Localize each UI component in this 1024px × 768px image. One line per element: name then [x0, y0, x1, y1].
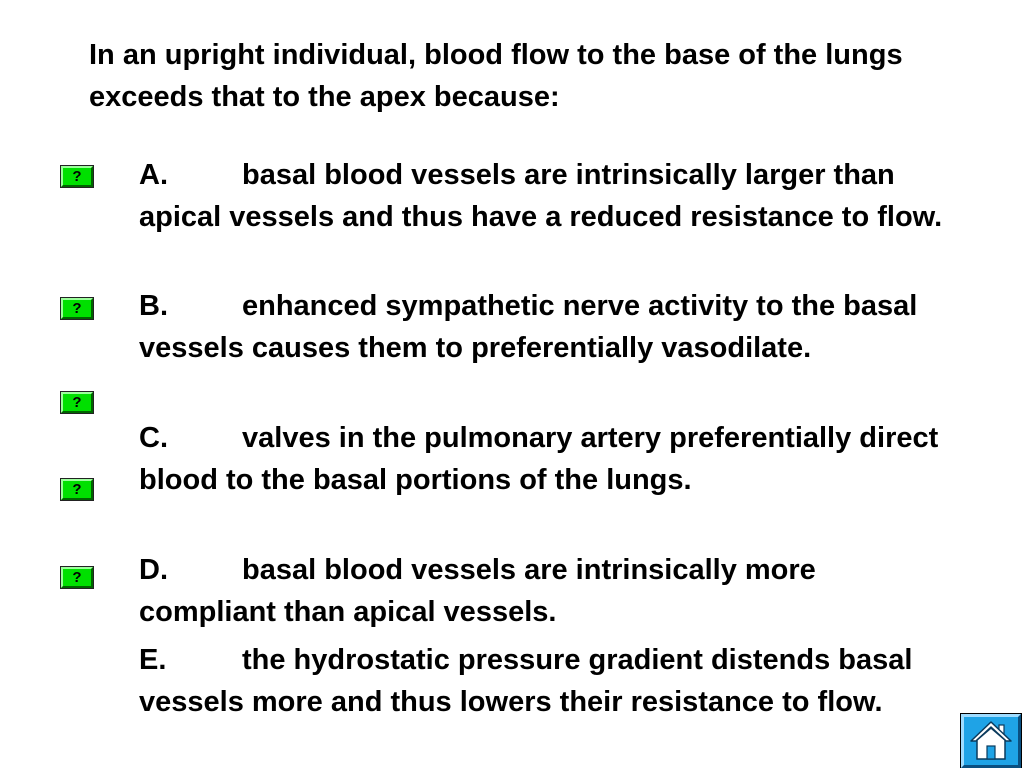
- home-icon: [964, 717, 1018, 765]
- question-mark-icon: ?: [72, 300, 82, 317]
- option-text: basal blood vessels are intrinsically larger than apical vessels and thus have a reduced resistance to flow.: [139, 159, 943, 233]
- option-b: [139, 285, 959, 369]
- question-mark-icon: ?: [72, 481, 82, 498]
- option-text: basal blood vessels are intrinsically more compliant than apical vessels.: [139, 554, 816, 628]
- answer-button-c[interactable]: [61, 392, 93, 413]
- answer-button-b[interactable]: [61, 298, 93, 319]
- option-letter: B.: [139, 290, 168, 322]
- option-text: valves in the pulmonary artery preferentially direct blood to the basal portions of the lungs.: [139, 422, 939, 496]
- option-letter: A.: [139, 159, 168, 191]
- question-mark-icon: ?: [72, 168, 82, 185]
- answer-button-a[interactable]: [61, 166, 93, 187]
- option-e: [139, 639, 959, 723]
- answer-button-e[interactable]: [61, 567, 93, 588]
- home-button[interactable]: [961, 714, 1021, 768]
- option-text: enhanced sympathetic nerve activity to the basal vessels causes them to preferentially vasodilate.: [139, 290, 918, 364]
- question-text: In an upright individual, blood flow to the base of the lungs exceeds that to the apex because:: [89, 39, 903, 113]
- question-mark-icon: ?: [72, 569, 82, 586]
- option-text: the hydrostatic pressure gradient distends basal vessels more and thus lowers their resistance to flow.: [139, 644, 913, 718]
- option-letter: C.: [139, 422, 168, 454]
- option-d: [139, 549, 959, 633]
- question-mark-icon: ?: [72, 394, 82, 411]
- option-letter: D.: [139, 554, 168, 586]
- option-a: [139, 154, 959, 238]
- answer-button-d[interactable]: [61, 479, 93, 500]
- option-letter: E.: [139, 644, 167, 676]
- option-c: [139, 417, 959, 501]
